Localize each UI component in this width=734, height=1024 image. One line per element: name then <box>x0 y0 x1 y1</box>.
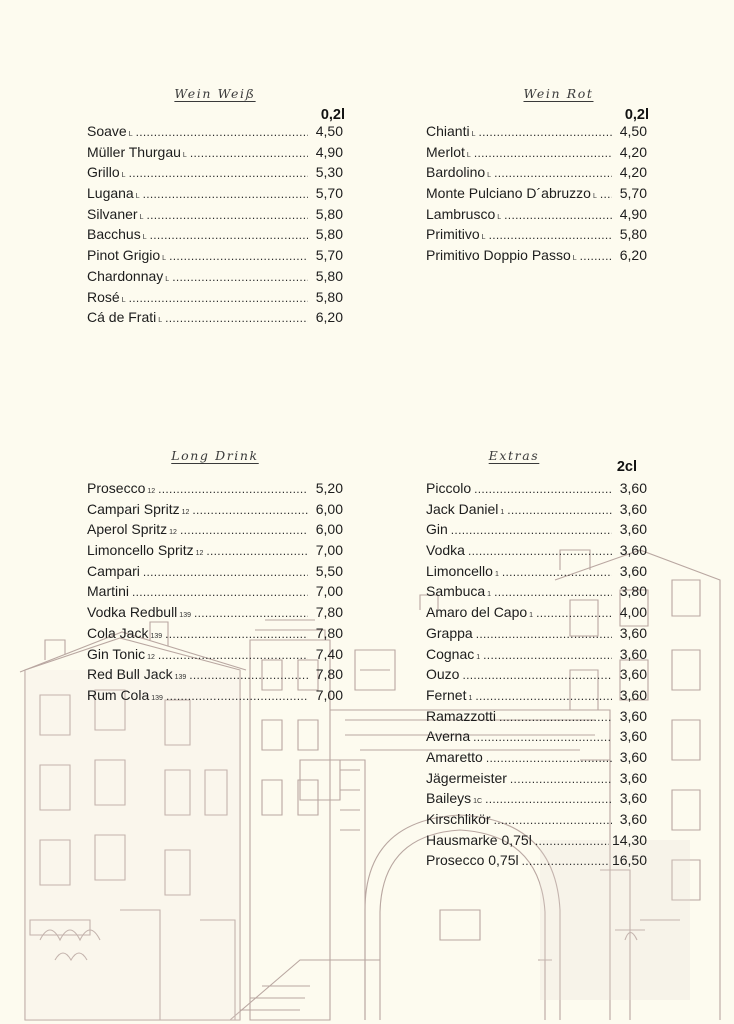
additive-mark: 1 <box>494 570 499 578</box>
menu-item <box>87 144 343 165</box>
item-name: Limoncello <box>426 562 493 579</box>
additive-mark: 1C <box>473 798 483 806</box>
menu-item <box>87 666 343 687</box>
dot-leader <box>147 208 309 222</box>
menu-item <box>87 247 343 268</box>
additive-mark: 1 <box>476 653 481 661</box>
item-price: 5,80 <box>315 288 343 305</box>
price-list <box>87 480 343 708</box>
menu-item <box>426 708 647 729</box>
dot-leader <box>169 249 308 263</box>
item-name: Cá de Frati <box>87 309 157 326</box>
item-price: 3,60 <box>619 624 647 641</box>
item-name: Limoncello Spritz <box>87 542 194 559</box>
item-name: Vodka Redbull <box>87 604 178 621</box>
item-price: 5,70 <box>619 185 647 202</box>
menu-item <box>426 480 647 501</box>
price-list <box>87 123 343 330</box>
item-name: Cola Jack <box>87 624 149 641</box>
item-price: 5,80 <box>315 267 343 284</box>
item-price: 3,60 <box>619 748 647 765</box>
menu-item <box>426 728 647 749</box>
item-price: 4,90 <box>315 143 343 160</box>
item-price: 5,80 <box>619 226 647 243</box>
additive-mark: 12 <box>147 488 156 495</box>
menu-item <box>87 542 343 563</box>
item-price: 4,90 <box>619 205 647 222</box>
menu-item <box>426 144 647 165</box>
dot-leader <box>504 208 612 222</box>
menu-item <box>426 123 647 144</box>
item-price: 4,50 <box>619 123 647 139</box>
item-name: Pinot Grigio <box>87 247 161 264</box>
menu-item <box>87 625 343 646</box>
dot-leader <box>158 482 308 496</box>
item-name: Ouzo <box>426 666 460 683</box>
item-name: Lugana <box>87 185 134 202</box>
section-long-drink <box>87 448 343 708</box>
menu-item <box>426 501 647 522</box>
item-name: Gin Tonic <box>87 645 146 662</box>
menu-item <box>426 563 647 584</box>
additive-mark: L <box>592 193 597 201</box>
item-price: 3,60 <box>619 666 647 683</box>
menu-item <box>426 185 647 206</box>
item-name: Hausmarke 0,75l <box>426 831 532 848</box>
dot-leader <box>474 146 612 160</box>
menu-item <box>87 583 343 604</box>
item-name: Prosecco <box>87 480 146 496</box>
item-name: Amaretto <box>426 748 483 765</box>
item-name: Prosecco 0,75l <box>426 852 519 869</box>
item-price: 5,70 <box>315 185 343 202</box>
item-name: Sambuca <box>426 583 486 600</box>
section-wein-rot <box>426 86 647 266</box>
item-price: 4,20 <box>619 164 647 181</box>
dot-leader <box>473 730 612 744</box>
menu-item <box>426 625 647 646</box>
menu-item <box>87 501 343 522</box>
dot-leader <box>489 228 612 242</box>
additive-mark: L <box>162 255 167 263</box>
item-name: Grappa <box>426 624 473 641</box>
section-wein-weiss <box>87 86 343 336</box>
dot-leader <box>166 689 308 703</box>
item-price: 3,60 <box>619 500 647 517</box>
dot-leader <box>165 627 308 641</box>
item-name: Müller Thurgau <box>87 143 181 160</box>
dot-leader <box>165 311 308 325</box>
menu-item <box>426 164 647 185</box>
additive-mark: 139 <box>179 612 191 620</box>
section-title: Wein Rot <box>523 86 594 101</box>
item-name: Silvaner <box>87 205 138 222</box>
item-price: 5,80 <box>315 226 343 243</box>
dot-leader <box>180 523 308 537</box>
item-price: 5,50 <box>315 562 343 579</box>
item-price: 7,00 <box>315 542 343 559</box>
item-price: 5,30 <box>315 164 343 181</box>
item-name: Campari <box>87 562 140 579</box>
item-price: 7,80 <box>315 624 343 641</box>
additive-mark: 139 <box>174 674 187 682</box>
item-name: Campari Spritz <box>87 500 180 517</box>
item-price: 4,00 <box>619 604 647 621</box>
dot-leader <box>600 187 612 201</box>
menu-item <box>426 583 647 604</box>
additive-mark: L <box>572 255 577 263</box>
menu-item <box>87 604 343 625</box>
dot-leader <box>158 648 308 662</box>
dot-leader <box>494 813 612 827</box>
dot-leader <box>143 187 308 201</box>
item-name: Merlot <box>426 143 465 160</box>
item-name: Jack Daniel <box>426 500 499 517</box>
item-price: 7,40 <box>315 645 343 662</box>
item-price: 14,30 <box>611 831 647 848</box>
additive-mark: 1 <box>500 508 505 516</box>
menu-item <box>87 206 343 227</box>
item-price: 3,60 <box>619 542 647 559</box>
menu-item <box>426 542 647 563</box>
item-name: Grillo <box>87 164 120 181</box>
item-name: Ramazzotti <box>426 707 497 724</box>
dot-leader <box>580 249 612 263</box>
dot-leader <box>535 834 609 848</box>
dot-leader <box>468 544 612 558</box>
item-price: 3,60 <box>619 790 647 807</box>
item-price: 3,60 <box>619 645 647 662</box>
dot-leader <box>136 125 308 139</box>
item-price: 4,20 <box>619 143 647 160</box>
section-extras <box>426 448 647 873</box>
menu-item <box>87 226 343 247</box>
item-name: Chianti <box>426 123 470 139</box>
additive-mark: L <box>139 213 144 221</box>
section-title: Long Drink <box>171 448 259 463</box>
item-price: 3,60 <box>619 707 647 724</box>
size-header: 0,2l <box>320 107 345 123</box>
menu-item <box>426 666 647 687</box>
item-name: Primitivo Doppio Passo <box>426 247 571 264</box>
menu-item <box>426 206 647 227</box>
dot-leader <box>462 668 612 682</box>
item-price: 6,20 <box>315 309 343 326</box>
item-name: Bacchus <box>87 226 141 243</box>
dot-leader <box>510 772 612 786</box>
menu-item <box>87 563 343 584</box>
dot-leader <box>476 627 612 641</box>
additive-mark: L <box>121 296 126 304</box>
item-name: Averna <box>426 728 471 745</box>
item-price: 5,70 <box>315 247 343 264</box>
additive-mark: L <box>135 193 140 201</box>
item-name: Rosé <box>87 288 120 305</box>
item-name: Lambrusco <box>426 205 496 222</box>
menu-item <box>426 790 647 811</box>
item-name: Kirschlikör <box>426 811 491 827</box>
item-price: 3,60 <box>619 480 647 496</box>
item-price: 3,60 <box>619 686 647 703</box>
menu-item <box>426 852 647 873</box>
item-name: Cognac <box>426 645 475 662</box>
item-name: Aperol Spritz <box>87 521 168 538</box>
item-name: Monte Pulciano D´abruzzo <box>426 185 591 202</box>
menu-item <box>87 646 343 667</box>
dot-leader <box>486 751 612 765</box>
menu-item <box>87 480 343 501</box>
item-price: 3,60 <box>619 521 647 538</box>
item-price: 3,60 <box>619 562 647 579</box>
item-price: 16,50 <box>611 852 647 869</box>
menu-item <box>87 309 343 330</box>
additive-mark: 1 <box>529 612 534 620</box>
menu-item <box>426 832 647 853</box>
item-price: 3,60 <box>619 728 647 745</box>
dot-leader <box>474 482 612 496</box>
dot-leader <box>143 565 308 579</box>
menu-item <box>426 687 647 708</box>
additive-mark: 1 <box>487 591 492 599</box>
additive-mark: 139 <box>151 694 163 702</box>
dot-leader <box>172 270 308 284</box>
dot-leader <box>536 606 612 620</box>
dot-leader <box>475 689 612 703</box>
item-price: 7,00 <box>315 583 343 600</box>
menu-item <box>426 646 647 667</box>
dot-leader <box>194 606 308 620</box>
price-list <box>426 480 647 873</box>
dot-leader <box>129 166 308 180</box>
dot-leader <box>132 585 308 599</box>
item-name: Martini <box>87 583 130 600</box>
additive-mark: 1 <box>468 694 473 702</box>
dot-leader <box>507 503 612 517</box>
menu-item <box>426 226 647 247</box>
item-name: Piccolo <box>426 480 472 496</box>
item-price: 3,80 <box>619 583 647 600</box>
item-price: 6,20 <box>619 247 647 264</box>
item-price: 7,80 <box>315 666 343 683</box>
dot-leader <box>499 710 612 724</box>
dot-leader <box>189 668 308 682</box>
dot-leader <box>479 125 613 139</box>
item-price: 7,80 <box>315 604 343 621</box>
section-title: Wein Weiß <box>174 86 256 101</box>
item-price: 6,00 <box>315 500 343 517</box>
menu-item <box>426 811 647 832</box>
additive-mark: L <box>142 234 147 242</box>
additive-mark: L <box>487 172 492 180</box>
price-list <box>426 123 647 268</box>
menu-item <box>87 123 343 144</box>
dot-leader <box>502 565 612 579</box>
dot-leader <box>483 648 612 662</box>
item-name: Bardolino <box>426 164 486 181</box>
item-name: Amaro del Capo <box>426 604 528 621</box>
item-name: Gin <box>426 521 448 538</box>
item-name: Vodka <box>426 542 465 559</box>
menu-item <box>426 247 647 268</box>
additive-mark: 12 <box>169 529 177 537</box>
item-price: 4,50 <box>315 123 343 139</box>
additive-mark: 12 <box>181 508 190 516</box>
item-price: 3,60 <box>619 811 647 827</box>
additive-mark: L <box>182 151 187 159</box>
item-name: Jägermeister <box>426 769 507 786</box>
item-name: Primitivo <box>426 226 480 243</box>
additive-mark: L <box>466 151 471 159</box>
dot-leader <box>190 146 308 160</box>
dot-leader <box>206 544 308 558</box>
additive-mark: L <box>128 131 133 138</box>
menu-item <box>426 749 647 770</box>
dot-leader <box>150 228 308 242</box>
item-name: Rum Cola <box>87 686 150 703</box>
menu-item <box>87 687 343 708</box>
section-title: Extras <box>488 448 540 463</box>
item-name: Red Bull Jack <box>87 666 173 683</box>
menu-item <box>87 289 343 310</box>
additive-mark: L <box>481 234 486 242</box>
dot-leader <box>451 523 612 537</box>
item-price: 6,00 <box>315 521 343 538</box>
size-header: 2cl <box>616 459 637 475</box>
additive-mark: 139 <box>150 632 163 640</box>
additive-mark: 12 <box>147 653 155 661</box>
menu-item <box>87 268 343 289</box>
item-price: 5,20 <box>315 480 343 496</box>
additive-mark: L <box>497 213 502 221</box>
dot-leader <box>494 585 612 599</box>
menu-item <box>87 521 343 542</box>
item-name: Baileys <box>426 790 472 807</box>
item-price: 3,60 <box>619 769 647 786</box>
menu-item <box>87 185 343 206</box>
dot-leader <box>129 291 308 305</box>
menu-item <box>426 521 647 542</box>
additive-mark: L <box>165 275 170 283</box>
additive-mark: L <box>121 172 126 180</box>
item-name: Soave <box>87 123 127 139</box>
item-name: Fernet <box>426 686 467 703</box>
dot-leader <box>522 854 609 868</box>
additive-mark: L <box>471 131 476 138</box>
menu-item <box>426 604 647 625</box>
menu-item <box>426 770 647 791</box>
dot-leader <box>192 503 308 517</box>
size-header: 0,2l <box>624 107 649 123</box>
additive-mark: L <box>158 317 163 325</box>
menu-item <box>87 164 343 185</box>
item-name: Chardonnay <box>87 267 164 284</box>
dot-leader <box>494 166 612 180</box>
item-price: 7,00 <box>315 686 343 703</box>
dot-leader <box>485 792 612 806</box>
additive-mark: 12 <box>195 550 204 558</box>
item-price: 5,80 <box>315 205 343 222</box>
